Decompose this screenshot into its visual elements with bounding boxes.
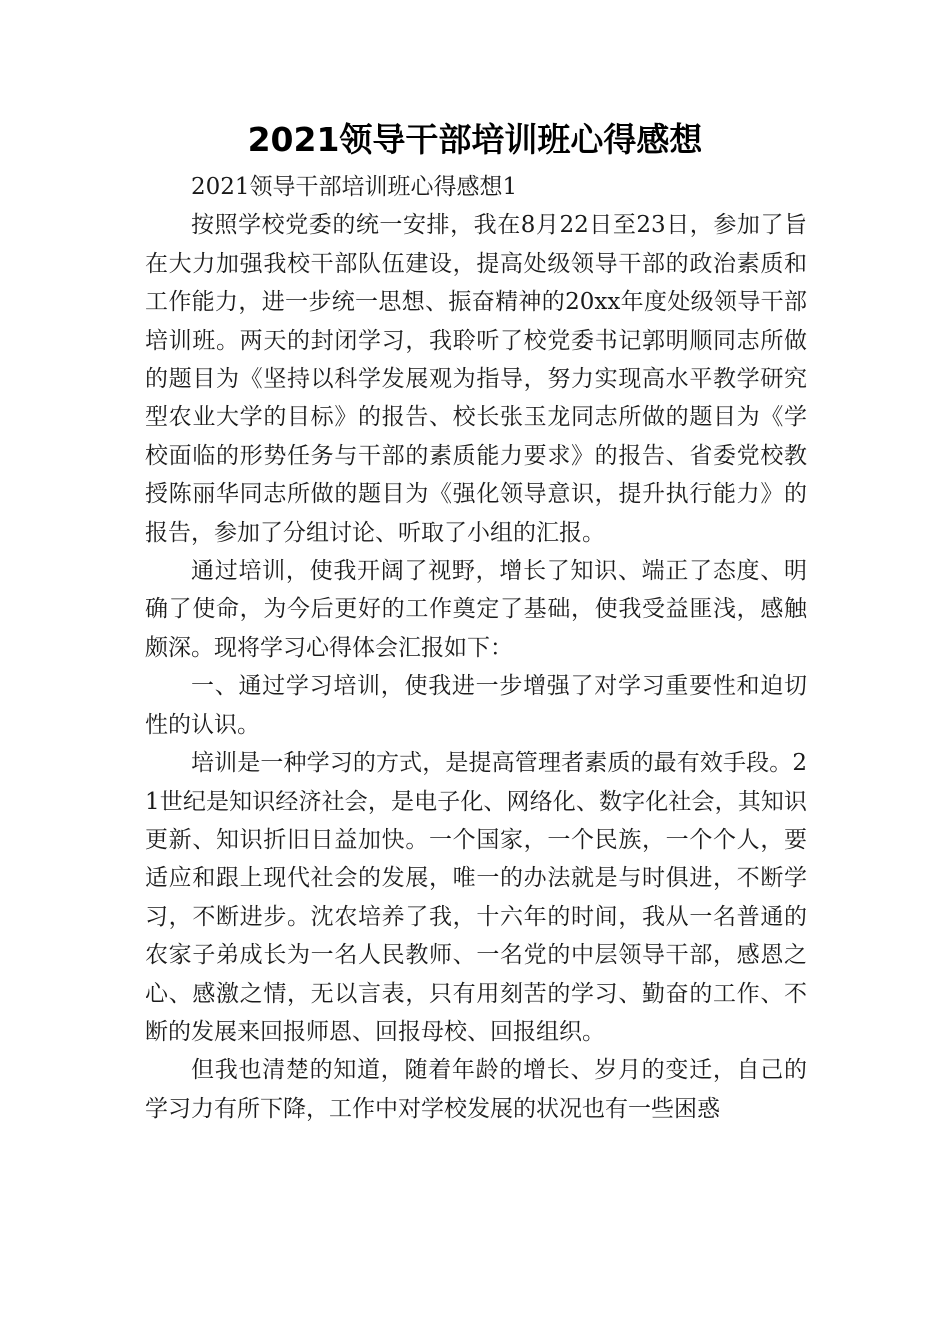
section-heading-paragraph: 一、通过学习培训，使我进一步增强了对学习重要性和迫切性的认识。	[145, 673, 807, 738]
document-title: 2021领导干部培训班心得感想	[247, 120, 703, 159]
body-paragraph: 培训是一种学习的方式，是提高管理者素质的最有效手段。21世纪是知识经济社会，是电子化、网络化、数字化社会，其知识更新、知识折旧日益加快。一个国家，一个民族，一个个人，要适应和跟上现代社会的发展，唯一的办法就是与时俱进，不断学习，不断进步。沈农培养了我，十六年的时间，我从一名普通的农家子弟成长为一名人民教师、一名党的中层领导干部，感恩之心、感激之情，无以言表，只有用刻苦的学习、勤奋的工作、不断的发展来回报师恩、回报母校、回报组织。	[145, 750, 807, 1045]
body-paragraph: 但我也清楚的知道，随着年龄的增长、岁月的变迁，自己的学习力有所下降，工作中对学校发展的状况也有一些困惑	[145, 1057, 807, 1122]
document-body	[145, 168, 807, 1128]
body-paragraph: 通过培训，使我开阔了视野，增长了知识、端正了态度、明确了使命，为今后更好的工作奠定了基础，使我受益匪浅，感触颇深。现将学习心得体会汇报如下：	[145, 558, 807, 661]
subtitle-paragraph: 2021领导干部培训班心得感想1	[191, 174, 518, 200]
body-paragraph: 按照学校党委的统一安排，我在8月22日至23日，参加了旨在大力加强我校干部队伍建设，提高处级领导干部的政治素质和工作能力，进一步统一思想、振奋精神的20xx年度处级领导干部培训班。两天的封闭学习，我聆听了校党委书记郭明顺同志所做的题目为《坚持以科学发展观为指导，努力实现高水平教学研究型农业大学的目标》的报告、校长张玉龙同志所做的题目为《学校面临的形势任务与干部的素质能力要求》的报告、省委党校教授陈丽华同志所做的题目为《强化领导意识，提升执行能力》的报告，参加了分组讨论、听取了小组的汇报。	[145, 212, 807, 546]
